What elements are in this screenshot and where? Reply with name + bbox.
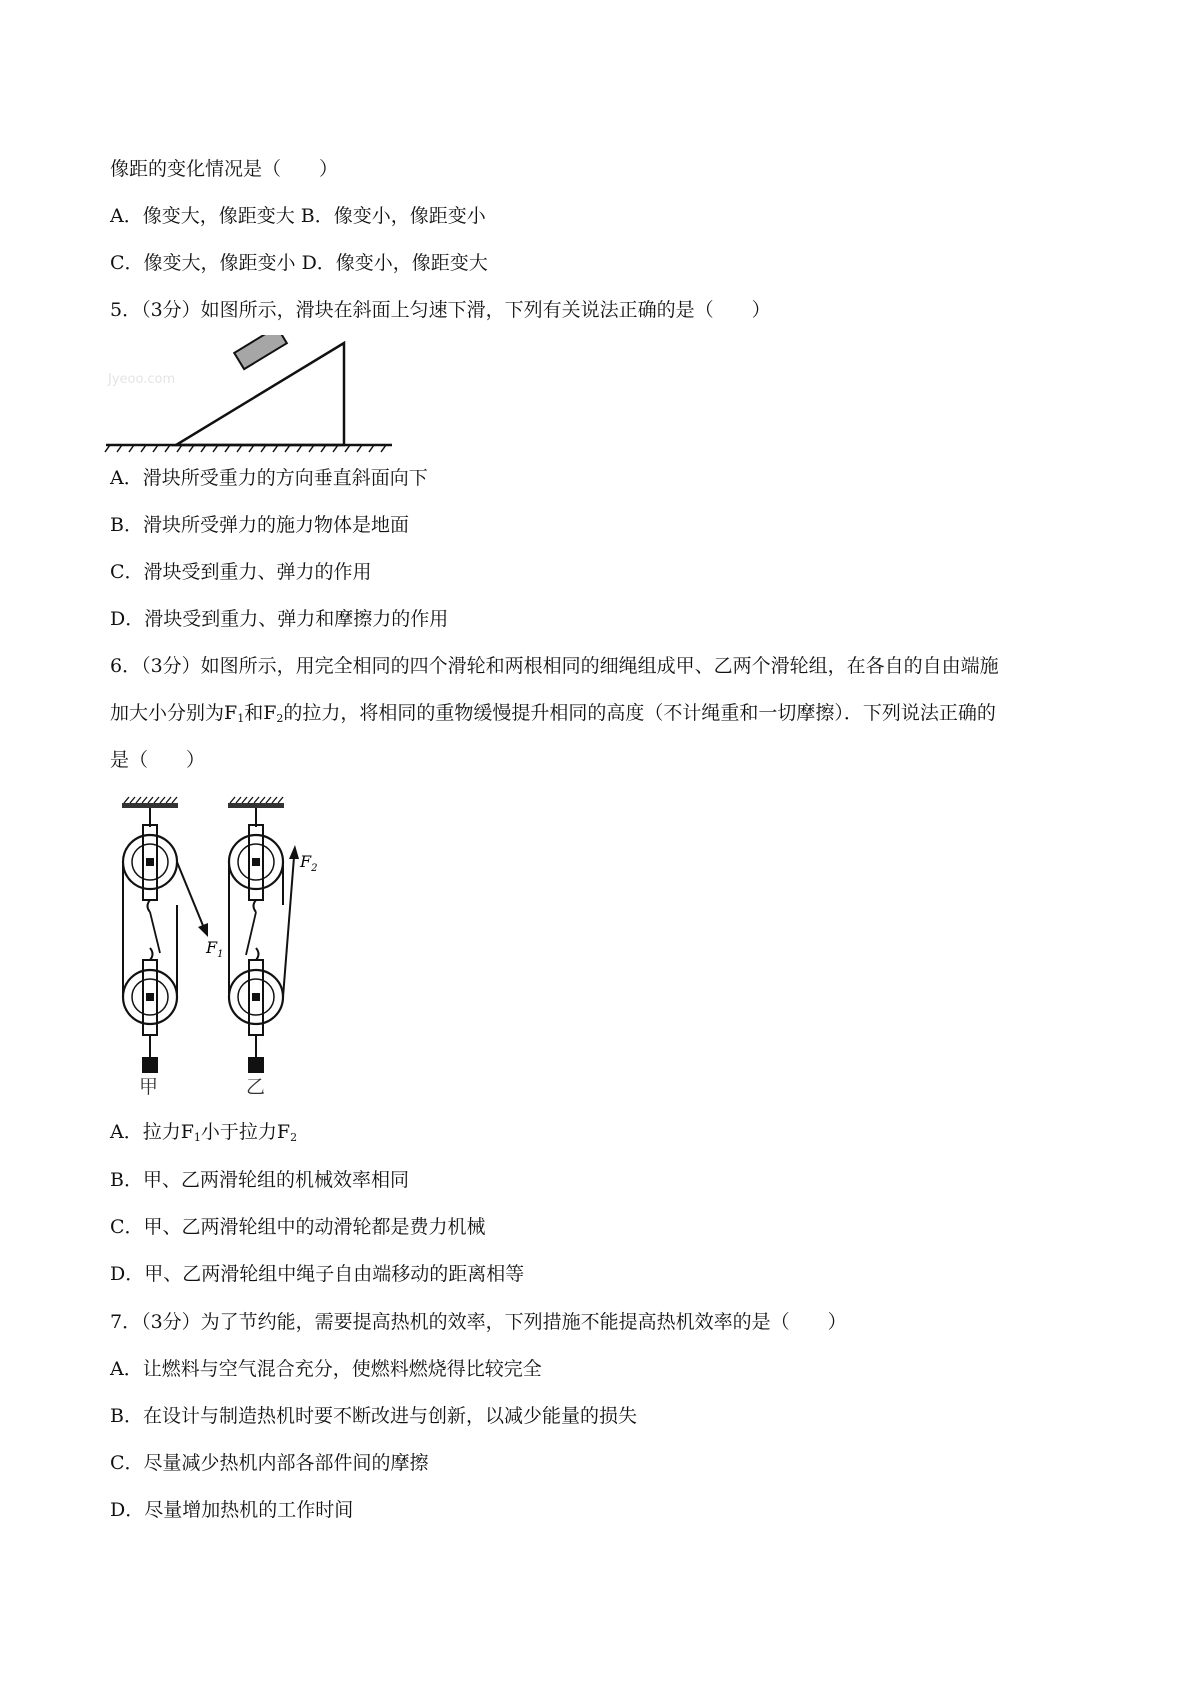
pulley-system-jia: [122, 797, 223, 1095]
slider-block: [234, 335, 287, 369]
question-7-option-d: D．尽量增加热机的工作时间: [110, 1499, 354, 1521]
question-5-option-c: C．滑块受到重力、弹力的作用: [110, 561, 372, 583]
question-6-stem-line-1: 6．（3分）如图所示，用完全相同的四个滑轮和两根相同的细绳组成甲、乙两个滑轮组，在各自的自由端施: [110, 655, 999, 677]
ceiling-right: [228, 803, 284, 808]
question-6-option-d: D．甲、乙两滑轮组中绳子自由端移动的距离相等: [110, 1263, 525, 1285]
question-5-option-a: A．滑块所受重力的方向垂直斜面向下: [110, 467, 428, 489]
question-4-options-ab: A．像变大，像距变大 B．像变小，像距变小: [110, 205, 486, 227]
force-arrow-f1: [177, 862, 204, 928]
weight-right: [248, 1057, 264, 1073]
force-arrow-f2: [283, 857, 294, 997]
incline-figure: [100, 335, 400, 455]
question-4-options-cd: C．像变大，像距变小 D．像变小，像距变大: [110, 252, 488, 274]
pulley-system-yi: [228, 797, 317, 1095]
pulley-figure: [100, 795, 360, 1095]
force-label-f1: $F_1$: [206, 938, 224, 960]
question-6-stem-line-2: 加大小分别为$F_1$和$F_2$的拉力，将相同的重物缓慢提升相同的高度（不计绳重和一切摩擦）．下列说法正确的: [110, 702, 996, 725]
question-5-option-d: D．滑块受到重力、弹力和摩擦力的作用: [110, 608, 449, 630]
weight-left: [142, 1057, 158, 1073]
label-yi: 乙: [246, 1076, 266, 1095]
question-6-stem-line-3: 是（ ）: [110, 749, 206, 771]
question-7-option-a: A．让燃料与空气混合充分，使燃料燃烧得比较完全: [110, 1358, 542, 1380]
force-label-f2: $F_2$: [300, 852, 318, 874]
question-7-option-b: B．在设计与制造热机时要不断改进与创新，以减少能量的损失: [110, 1405, 637, 1427]
question-7-stem: 7．（3分）为了节约能，需要提高热机的效率，下列措施不能提高热机效率的是（ ）: [110, 1311, 847, 1333]
question-5-option-b: B．滑块所受弹力的施力物体是地面: [110, 514, 409, 536]
ceiling-left: [122, 803, 178, 808]
watermark-text: Jyeoo.com: [108, 372, 176, 387]
label-jia: 甲: [139, 1076, 159, 1095]
question-6-option-a: A．拉力$F_1$小于拉力$F_2$: [110, 1121, 298, 1144]
question-4-stem-tail: 像距的变化情况是（ ）: [110, 158, 339, 180]
question-5-stem: 5．（3分）如图所示，滑块在斜面上匀速下滑，下列有关说法正确的是（ ）: [110, 299, 771, 321]
question-7-option-c: C．尽量减少热机内部各部件间的摩擦: [110, 1452, 429, 1474]
question-6-option-c: C．甲、乙两滑轮组中的动滑轮都是费力机械: [110, 1216, 486, 1238]
question-6-option-b: B．甲、乙两滑轮组的机械效率相同: [110, 1169, 409, 1191]
